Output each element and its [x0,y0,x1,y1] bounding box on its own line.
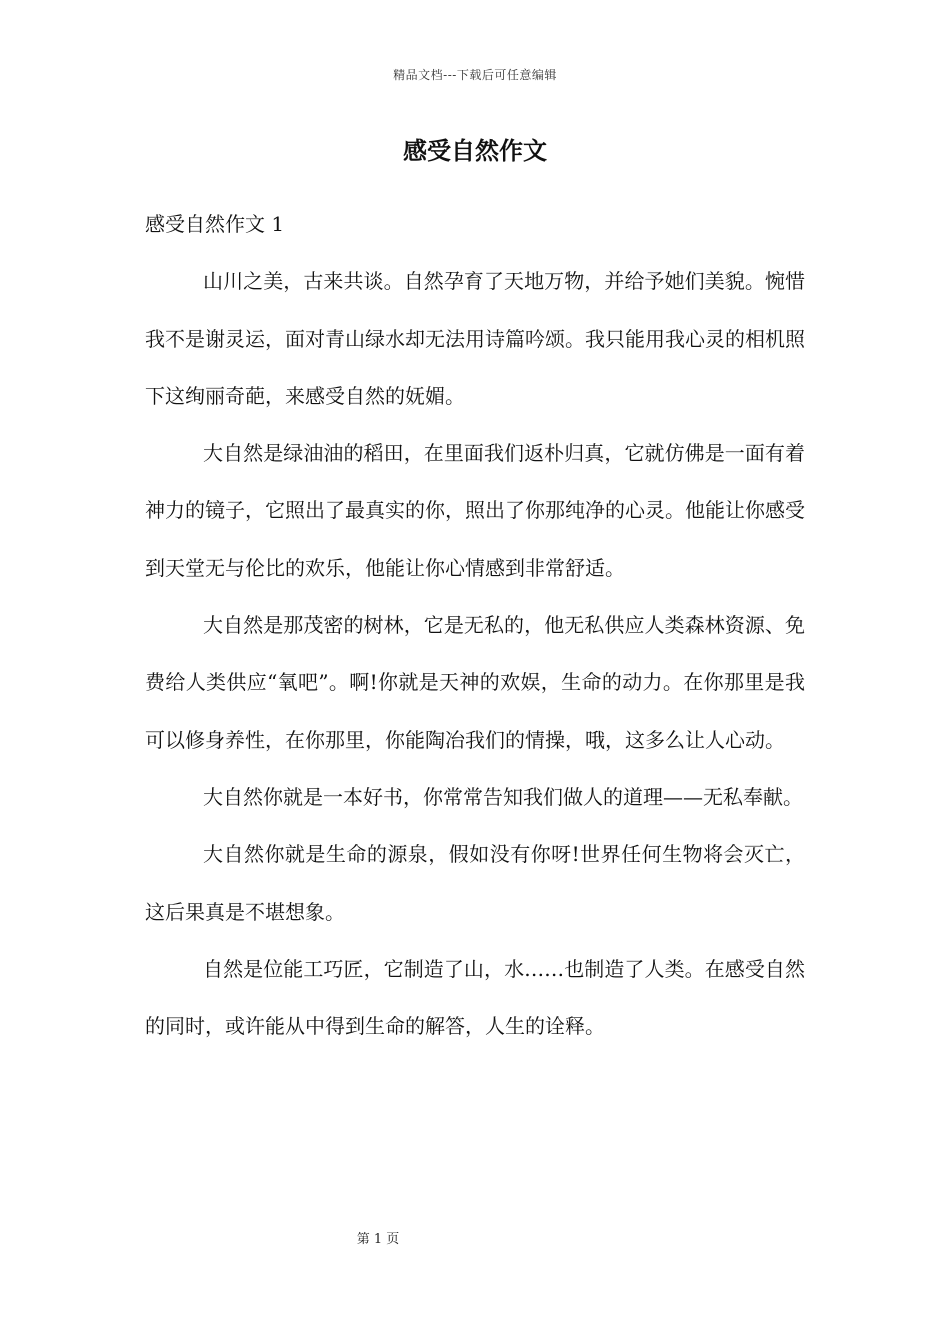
paragraph-6: 自然是位能工巧匠，它制造了山，水……也制造了人类。在感受自然的同时，或许能从中得到生命的解答，人生的诠释。 [145,956,805,1039]
paragraph-2: 大自然是绿油油的稻田，在里面我们返朴归真，它就仿佛是一面有着神力的镜子，它照出了最真实的你，照出了你那纯净的心灵。他能让你感受到天堂无与伦比的欢乐，他能让你心情感到非常舒适。 [145,441,805,580]
paragraph-5: 大自然你就是生命的源泉，假如没有你呀!世界任何生物将会灭亡，这后果真是不堪想象。 [145,842,805,924]
section-heading: 感受自然作文 1 [145,212,285,236]
header-note: 精品文档---下载后可任意编辑 [393,68,557,82]
page-number: 第 1 页 [356,1232,400,1247]
paragraph-3: 大自然是那茂密的树林，它是无私的，他无私供应人类森林资源、免费给人类供应“氧吧”。啊!你就是天神的欢娱，生命的动力。在你那里是我可以修身养性，在你那里，你能陶冶我们的情操，哦，这多么让人心动。 [145,613,805,752]
document-body [145,196,805,1055]
document-title: 感受自然作文 [403,136,547,165]
paragraph-1: 山川之美，古来共谈。自然孕育了天地万物，并给予她们美貌。惋惜我不是谢灵运，面对青山绿水却无法用诗篇吟颂。我只能用我心灵的相机照下这绚丽奇葩，来感受自然的妩媚。 [145,269,805,408]
paragraph-4: 大自然你就是一本好书，你常常告知我们做人的道理——无私奉献。 [203,784,803,809]
